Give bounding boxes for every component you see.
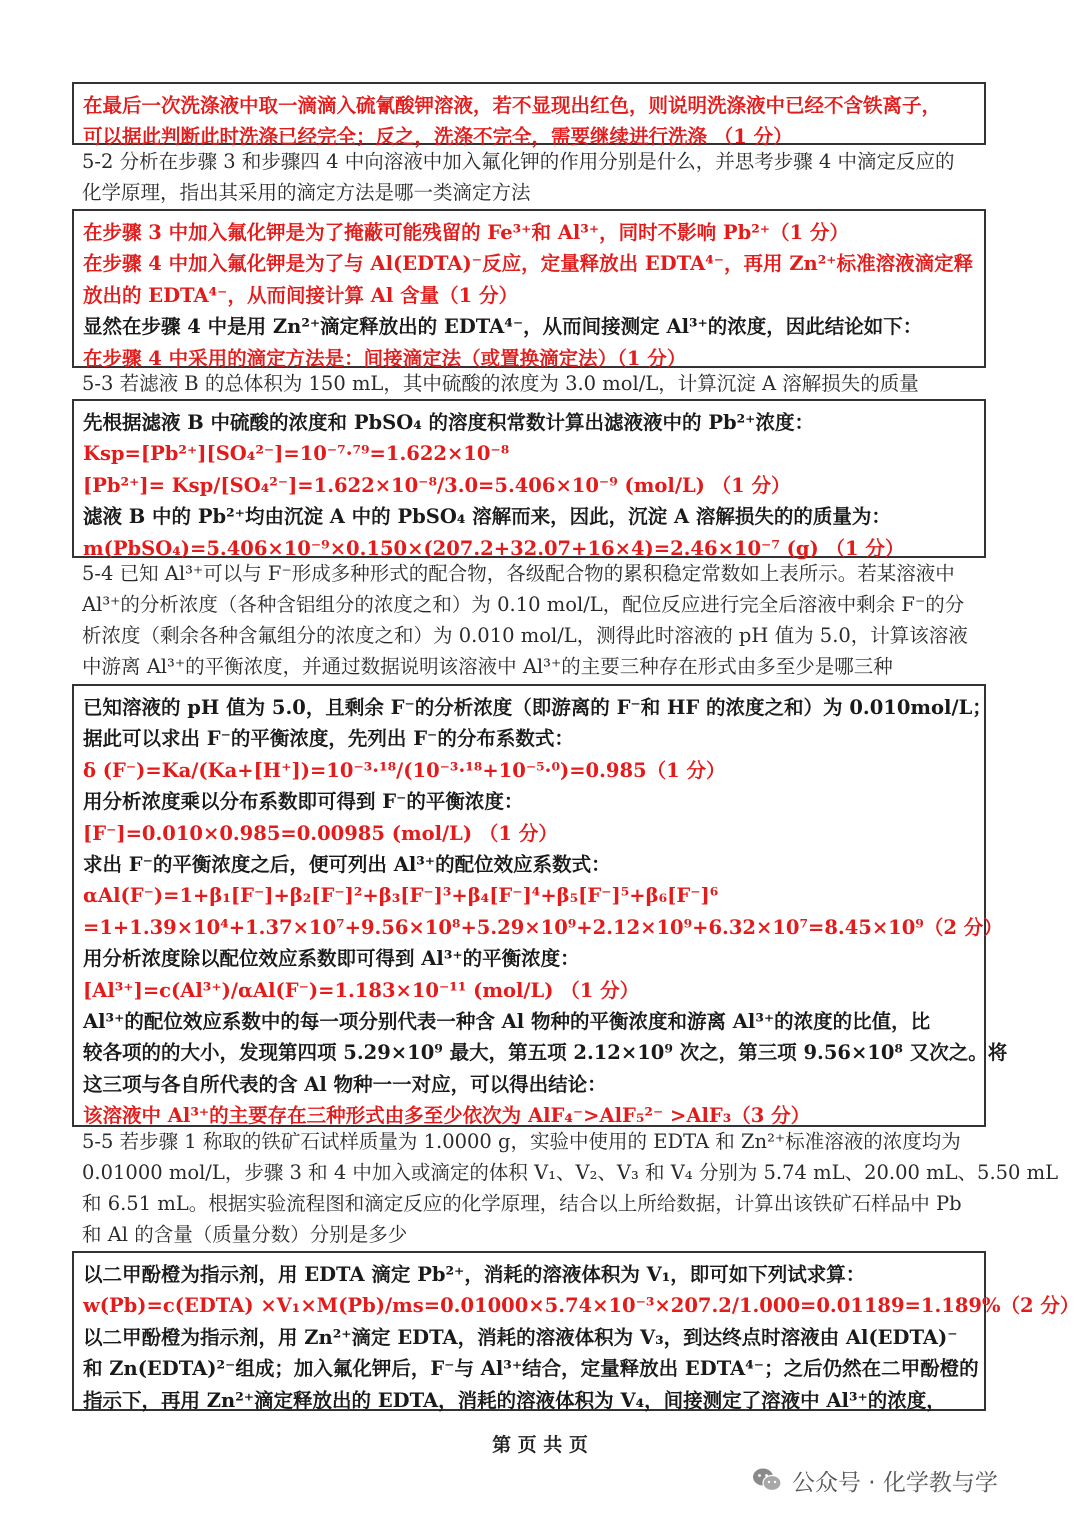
question-line: Al³⁺的分析浓度（各种含铝组分的浓度之和）为 0.10 mol/L，配位反应进行完全后溶液中剩余 F⁻的分	[82, 593, 965, 616]
answer-line: [Al³⁺]=c(Al³⁺)/αAl(F⁻)=1.183×10⁻¹¹ (mol/L) （1 分）	[83, 978, 640, 1002]
answer-line: 和 Zn(EDTA)²⁻组成；加入氟化钾后，F⁻与 Al³⁺结合，定量释放出 EDTA⁴⁻；之后仍然在二甲酚橙的	[83, 1357, 979, 1381]
answer-line: 在步骤 4 中加入氟化钾是为了与 Al(EDTA)⁻反应，定量释放出 EDTA⁴⁻，再用 Zn²⁺标准溶液滴定释	[83, 252, 974, 276]
answer-line: 用分析浓度乘以分布系数即可得到 F⁻的平衡浓度：	[83, 790, 524, 814]
answer-box-5-2	[72, 209, 986, 368]
question-line: 析浓度（剩余各种含氟组分的浓度之和）为 0.010 mol/L，测得此时溶液的 pH 值为 5.0，计算该溶液	[82, 624, 968, 647]
answer-line: 以二甲酚橙为指示剂，用 Zn²⁺滴定 EDTA，消耗的溶液体积为 V₃，到达终点时溶液由 Al(EDTA)⁻	[83, 1325, 958, 1349]
answer-line: 在最后一次洗涤液中取一滴滴入硫氰酸钾溶液，若不显现出红色，则说明洗涤液中已经不含铁离子，	[83, 94, 942, 117]
question-line: 5-3 若滤液 B 的总体积为 150 mL，其中硫酸的浓度为 3.0 mol/L，计算沉淀 A 溶解损失的质量	[82, 372, 919, 395]
answer-line: 可以据此判断此时洗涤已经完全；反之，洗涤不完全，需要继续进行洗涤 （1 分）	[83, 125, 793, 149]
question-5-3	[82, 368, 1002, 399]
answer-line: 较各项的的大小，发现第四项 5.29×10⁹ 最大，第五项 2.12×10⁹ 次之，第三项 9.56×10⁸ 又次之。将	[83, 1041, 1008, 1065]
answer-line: 该溶液中 Al³⁺的主要存在三种形式由多至少依次为 AlF₄⁻>AlF₅²⁻ >AlF₃（3 分）	[83, 1104, 811, 1128]
question-line: 和 Al 的含量（质量分数）分别是多少	[82, 1223, 408, 1246]
watermark	[752, 1460, 998, 1500]
answer-line: =1+1.39×10⁴+1.37×10⁷+9.56×10⁸+5.29×10⁹+2.12×10⁹+6.32×10⁷=8.45×10⁹（2 分）	[83, 915, 1003, 939]
answer-line: αAl(F⁻)=1+β₁[F⁻]+β₂[F⁻]²+β₃[F⁻]³+β₄[F⁻]⁴+β₅[F⁻]⁵+β₆[F⁻]⁶	[83, 884, 719, 908]
question-line: 和 6.51 mL。根据实验流程图和滴定反应的化学原理，结合以上所给数据，计算出该铁矿石样品中 Pb	[82, 1192, 962, 1215]
answer-line: 已知溶液的 pH 值为 5.0，且剩余 F⁻的分析浓度（即游离的 F⁻和 HF 的浓度之和）为 0.010mol/L；	[83, 696, 992, 719]
question-line: 5-2 分析在步骤 3 和步骤四 4 中向溶液中加入氟化钾的作用分别是什么，并思考步骤 4 中滴定反应的	[82, 150, 955, 173]
answer-box-5-4	[72, 684, 1008, 1128]
answer-line: 在步骤 4 中采用的滴定方法是：间接滴定法（或置换滴定法）（1 分）	[83, 346, 687, 370]
answer-line: Ksp=[Pb²⁺][SO₄²⁻]=10⁻⁷·⁷⁹=1.622×10⁻⁸	[83, 442, 510, 466]
answer-line: w(Pb)=c(EDTA) ×V₁×M(Pb)/ms=0.01000×5.74×10⁻³×207.2/1.000=0.01189=1.189%（2 分）	[83, 1294, 1080, 1318]
answer-line: 显然在步骤 4 中是用 Zn²⁺滴定释放出的 EDTA⁴⁻，从而间接测定 Al³⁺的浓度，因此结论如下：	[83, 315, 923, 339]
page-footer: 第 页 共 页	[492, 1434, 588, 1456]
answer-line: [F⁻]=0.010×0.985=0.00985 (mol/L) （1 分）	[83, 821, 558, 845]
answer-line: 在步骤 3 中加入氟化钾是为了掩蔽可能残留的 Fe³⁺和 Al³⁺，同时不影响 Pb²⁺（1 分）	[83, 221, 849, 244]
watermark-text: 公众号 · 化学教与学	[792, 1469, 998, 1496]
answer-line: [Pb²⁺]= Ksp/[SO₄²⁻]=1.622×10⁻⁸/3.0=5.406×10⁻⁹ (mol/L) （1 分）	[83, 473, 791, 497]
answer-box-5-5	[72, 1251, 1080, 1412]
answer-line: δ (F⁻)=Ka/(Ka+[H⁺])=10⁻³·¹⁸/(10⁻³·¹⁸+10⁻⁵·⁰)=0.985（1 分）	[83, 758, 726, 782]
question-5-5	[82, 1126, 1059, 1250]
wechat-icon	[752, 1467, 782, 1493]
question-line: 5-5 若步骤 1 称取的铁矿石试样质量为 1.0000 g，实验中使用的 EDTA 和 Zn²⁺标准溶液的浓度均为	[82, 1130, 961, 1153]
question-line: 0.01000 mol/L，步骤 3 和 4 中加入或滴定的体积 V₁、V₂、V₃ 和 V₄ 分别为 5.74 mL、20.00 mL、5.50 mL	[82, 1161, 1059, 1184]
question-line: 5-4 已知 Al³⁺可以与 F⁻形成多种形式的配合物，各级配合物的累积稳定常数如上表所示。若某溶液中	[82, 562, 955, 585]
answer-box-washing	[72, 82, 986, 149]
answer-line: 放出的 EDTA⁴⁻，从而间接计算 Al 含量（1 分）	[83, 283, 518, 307]
answer-line: 以二甲酚橙为指示剂，用 EDTA 滴定 Pb²⁺，消耗的溶液体积为 V₁，即可如下列试求算：	[83, 1263, 866, 1286]
question-line: 化学原理，指出其采用的滴定方法是哪一类滴定方法	[82, 181, 531, 204]
question-5-2	[82, 146, 1002, 208]
question-line: 中游离 Al³⁺的平衡浓度，并通过数据说明该溶液中 Al³⁺的主要三种存在形式由多至少是哪三种	[82, 655, 893, 678]
answer-line: 这三项与各自所代表的含 Al 物种一一对应，可以得出结论：	[83, 1072, 607, 1096]
answer-line: 指示下，再用 Zn²⁺滴定释放出的 EDTA，消耗的溶液体积为 V₄，间接测定了溶液中 Al³⁺的浓度，	[83, 1388, 946, 1412]
answer-line: 据此可以求出 F⁻的平衡浓度，先列出 F⁻的分布系数式：	[83, 727, 574, 751]
answer-line: 用分析浓度除以配位效应系数即可得到 Al³⁺的平衡浓度：	[83, 947, 580, 971]
question-5-4	[82, 558, 1002, 682]
answer-line: 滤液 B 中的 Pb²⁺均由沉淀 A 中的 PbSO₄ 溶解而来，因此，沉淀 A 溶解损失的的质量为：	[83, 505, 891, 529]
answer-line: m(PbSO₄)=5.406×10⁻⁹×0.150×(207.2+32.07+16×4)=2.46×10⁻⁷ (g) （1 分）	[83, 536, 905, 560]
answer-box-5-3	[72, 399, 986, 558]
answer-line: 先根据滤液 B 中硫酸的浓度和 PbSO₄ 的溶度积常数计算出滤液液中的 Pb²⁺浓度：	[83, 411, 814, 434]
answer-line: 求出 F⁻的平衡浓度之后，便可列出 Al³⁺的配位效应系数式：	[83, 852, 611, 876]
answer-line: Al³⁺的配位效应系数中的每一项分别代表一种含 Al 物种的平衡浓度和游离 Al³⁺的浓度的比值，比	[83, 1009, 931, 1033]
